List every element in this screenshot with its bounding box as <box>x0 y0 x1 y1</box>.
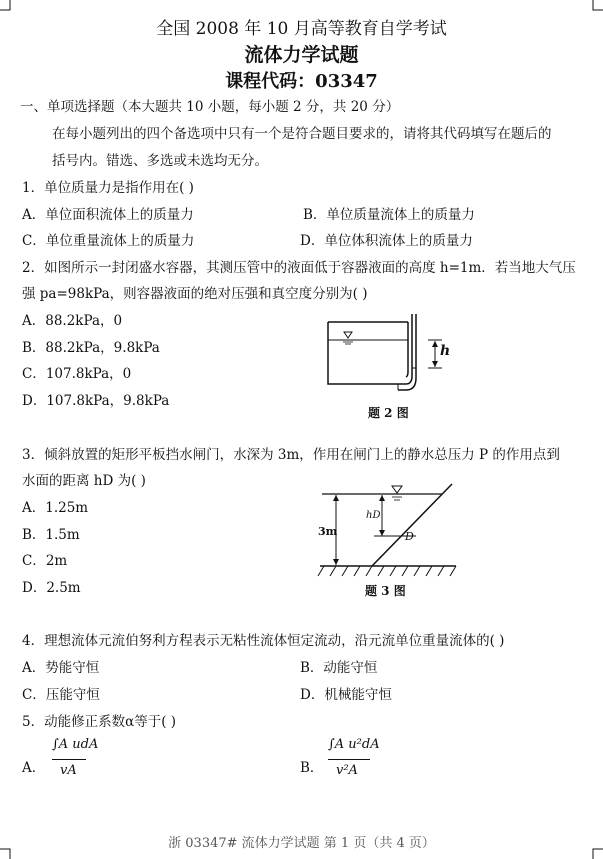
q1-option-b: B．单位质量流体上的质量力 <box>303 207 475 223</box>
figure-3-depth-label: 3m <box>318 525 338 538</box>
instructions-line2: 括号内。错选、多选或未选均无分。 <box>52 153 268 169</box>
subject-title: 流体力学试题 <box>244 44 359 66</box>
q5-option-a-numerator: ∫A udA <box>52 737 99 752</box>
exam-title: 全国 2008 年 10 月高等教育自学考试 <box>156 19 447 39</box>
q3-option-c: C．2m <box>22 553 68 569</box>
q2-stem-line2: 强 pa=98kPa，则容器液面的绝对压强和真空度分别为( ) <box>22 286 368 302</box>
q5-stem: 5．动能修正系数α等于( ) <box>22 714 177 730</box>
q4-option-d: D．机械能守恒 <box>300 687 392 703</box>
crop-mark-bottom-left <box>0 847 12 859</box>
q4-option-a: A．势能守恒 <box>22 660 100 676</box>
q4-option-c: C．压能守恒 <box>22 687 100 703</box>
q1-option-c: C．单位重量流体上的质量力 <box>22 233 195 249</box>
q5-option-b-denominator: v²A <box>336 763 358 778</box>
q5-option-b-numerator: ∫A u²dA <box>328 737 380 752</box>
page-footer: 浙 03347# 流体力学试题 第 1 页（共 4 页） <box>168 836 435 851</box>
q2-option-b: B．88.2kPa，9.8kPa <box>22 340 160 356</box>
q5-option-b-label: B． <box>300 760 324 776</box>
q1-stem: 1．单位质量力是指作用在( ) <box>22 180 194 196</box>
q3-option-d: D．2.5m <box>22 580 81 596</box>
q3-stem-line1: 3．倾斜放置的矩形平板挡水闸门，水深为 3m，作用在闸门上的静水总压力 P 的作用点到 <box>22 447 560 463</box>
q3-stem-line2: 水面的距离 hD 为( ) <box>22 473 146 489</box>
q5-option-a-label: A． <box>22 760 46 776</box>
q2-option-d: D．107.8kPa，9.8kPa <box>22 393 170 409</box>
q2-option-a: A．88.2kPa，0 <box>22 313 123 329</box>
q2-option-c: C．107.8kPa，0 <box>22 366 132 382</box>
section-heading: 一、单项选择题（本大题共 10 小题，每小题 2 分，共 20 分） <box>20 99 400 115</box>
q3-option-b: B．1.5m <box>22 527 80 543</box>
figure-3-hd-label: hD <box>366 510 381 521</box>
figure-3-point-label: D <box>405 530 414 543</box>
q5-option-a-fraction-bar <box>52 759 86 760</box>
q4-option-b: B．动能守恒 <box>300 660 378 676</box>
q1-option-d: D．单位体积流体上的质量力 <box>300 233 473 249</box>
q1-option-a: A．单位面积流体上的质量力 <box>22 207 194 223</box>
q2-stem-line1: 2．如图所示一封闭盛水容器，其测压管中的液面低于容器液面的高度 h=1m．若当地大气压 <box>22 260 576 276</box>
q3-option-a: A．1.25m <box>22 500 89 516</box>
instructions-line1: 在每小题列出的四个备选项中只有一个是符合题目要求的，请将其代码填写在题后的 <box>52 126 552 142</box>
figure-2-h-label: h <box>440 343 451 359</box>
q5-option-b-fraction-bar <box>328 759 370 760</box>
course-code: 课程代码：03347 <box>225 71 378 92</box>
figure-3-caption: 题 3 图 <box>365 584 406 598</box>
crop-mark-top-right <box>591 0 603 12</box>
crop-mark-bottom-right <box>591 847 603 859</box>
figure-2-caption: 题 2 图 <box>368 406 409 420</box>
q4-stem: 4．理想流体元流伯努利方程表示无粘性流体恒定流动，沿元流单位重量流体的( ) <box>22 633 505 649</box>
crop-mark-top-left <box>0 0 12 12</box>
q5-option-a-denominator: vA <box>60 763 77 778</box>
